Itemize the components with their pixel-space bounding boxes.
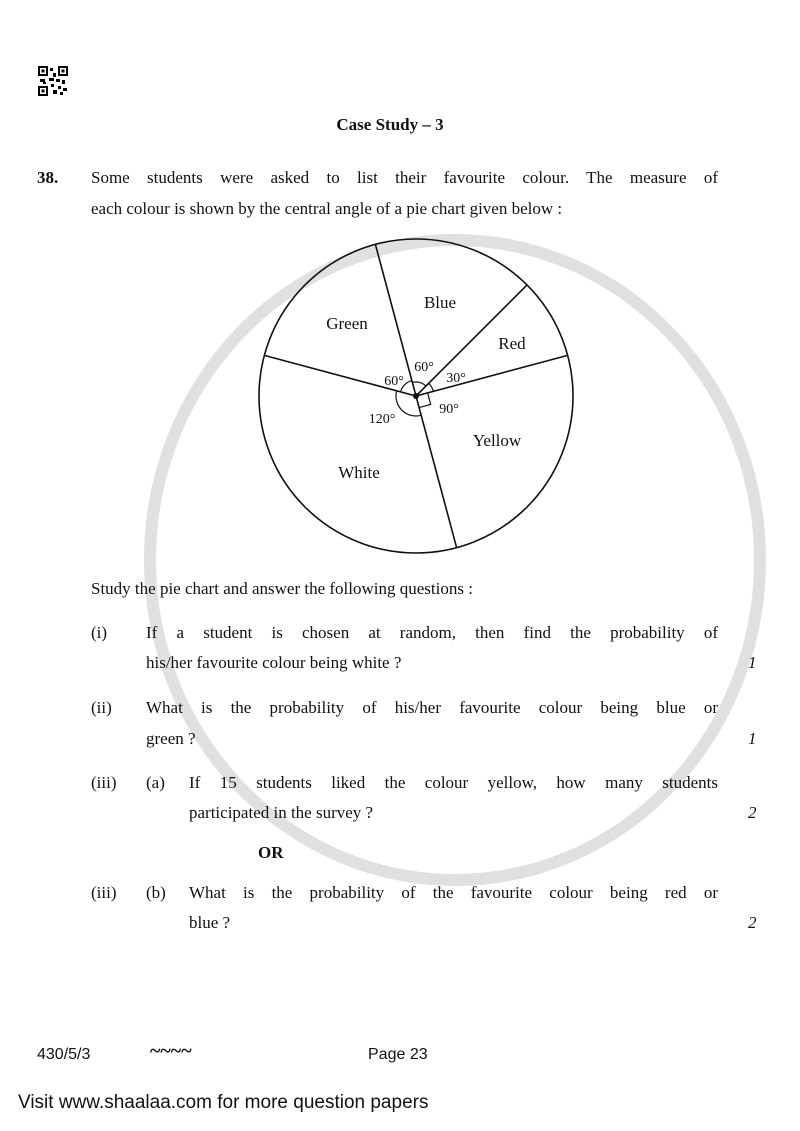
question-text-line2: each colour is shown by the central angle of a pie chart given below : [91,199,563,218]
subquestion-part: (a) [146,773,165,792]
subquestion-text: What is the probability of his/her favourite colour being blue or [146,698,718,717]
slice-label-red: Red [498,334,526,353]
angle-label: 60° [414,360,434,375]
slice-label-white: White [338,463,380,482]
angle-arc [412,382,426,386]
paper-code: 430/5/3 [37,1046,91,1063]
marks: 2 [748,913,757,932]
instructions: Study the pie chart and answer the following questions : [91,579,473,598]
marks: 1 [748,729,757,748]
slice-label-blue: Blue [423,293,457,312]
subquestion-part: (b) [146,883,166,902]
subquestion-number: (iii) [91,883,117,902]
marks: 1 [748,653,757,672]
slice-boundary-line [416,396,457,548]
page-number: Page 23 [368,1046,428,1063]
slice-boundary-line [416,355,568,396]
marks: 2 [748,803,757,822]
subquestion-text: participated in the survey ? [189,803,374,822]
promo-banner[interactable]: Visit www.shaalaa.com for more question papers [18,1092,429,1113]
center-point [413,393,419,399]
question-number: 38. [37,168,59,187]
footer-ornament: ~~~~ [150,1040,192,1062]
angle-label: 60° [384,374,404,389]
subquestion-text: If a student is chosen at random, then find the probability of [146,623,718,642]
subquestion-text: blue ? [189,913,231,932]
or-label: OR [258,843,284,862]
subquestion-number: (ii) [91,698,112,717]
angle-label: 90° [439,402,459,417]
subquestion-text: What is the probability of the favourite colour being red or [189,883,718,902]
slice-label-green: Green [326,314,368,333]
angle-label: 30° [446,371,466,386]
question-text-line1: Some students were asked to list their favourite colour. The measure of [91,168,718,187]
case-study-title: Case Study – 3 [336,115,444,134]
subquestion-number: (i) [91,623,108,642]
subquestion-text: his/her favourite colour being white ? [146,653,402,672]
angle-label: 120° [368,412,396,427]
slice-label-yellow: Yellow [472,431,522,450]
subquestion-number: (iii) [91,773,117,792]
angle-arc [429,383,434,391]
subquestion-text: If 15 students liked the colour yellow, how many students [189,773,718,792]
subquestion-text: green ? [146,729,196,748]
